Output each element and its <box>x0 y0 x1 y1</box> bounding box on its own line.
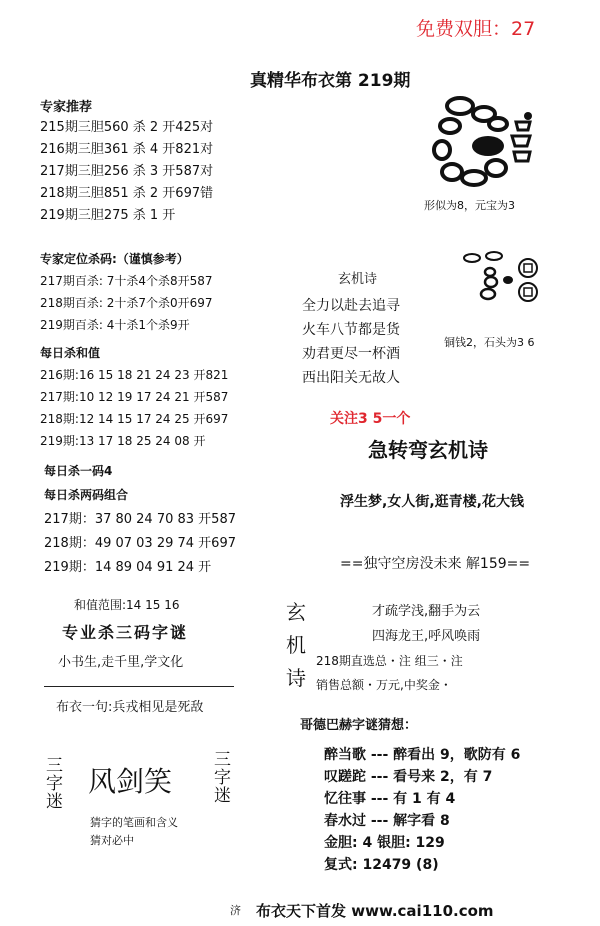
gedebahe-title: 哥德巴赫字谜猜想： <box>300 718 418 733</box>
guanzhu-note: 关注3 5一个 <box>330 411 411 427</box>
image-2-caption: 铜钱2，石头为3 6 <box>444 336 535 349</box>
list-item: 218期三胆851 杀 2 开697错 <box>40 186 214 201</box>
stone-ring-image <box>430 92 542 192</box>
shaliangma-list <box>44 508 236 580</box>
xuanjishi-line-2: 四海龙王,呼风唤雨 <box>372 629 481 644</box>
coins-stones-image <box>458 250 556 312</box>
list-item: 叹蹉跎 --- 看号来 2，有 7 <box>324 769 493 785</box>
xuanjishi-line-1: 才疏学浅,翻手为云 <box>372 604 481 619</box>
image-1-caption: 形似为8，元宝为3 <box>424 199 515 212</box>
list-item: 219期：14 89 04 91 24 开 <box>44 560 212 575</box>
poem-line: 西出阳关无故人 <box>302 370 400 386</box>
dushou-line: ==独守空房没未来 解159== <box>340 556 531 572</box>
divider <box>44 686 234 687</box>
list-item: 醉当歌 --- 醉看出 9，歌防有 6 <box>324 747 521 763</box>
sanzimi-note-1: 猜字的笔画和含义 <box>90 816 178 829</box>
list-item: 217期三胆256 杀 3 开587对 <box>40 164 214 179</box>
vertical-char: 玄 <box>286 600 306 624</box>
list-item: 春水过 --- 解字看 8 <box>324 813 450 829</box>
expert-list <box>40 117 213 227</box>
gedebahe-list <box>324 744 520 876</box>
shayima-heading: 每日杀一码4 <box>44 464 113 478</box>
poem-line: 全力以赴去追寻 <box>302 298 400 314</box>
list-item: 218期:12 14 15 17 24 25 开697 <box>40 412 229 426</box>
footer-mark: 济 <box>230 904 241 917</box>
list-item: 219期:13 17 18 25 24 08 开 <box>40 434 206 448</box>
list-item: 复式: 12479 (8) <box>324 857 439 873</box>
dingwei-list <box>40 270 213 336</box>
footer-site: 布衣天下首发 www.cai110.com <box>256 902 494 920</box>
dingwei-heading: 专家定位杀码:（谨慎参考） <box>40 252 189 266</box>
sanzimi-note-2: 猜对必中 <box>90 834 134 847</box>
sanzimi-left-label: 三字迷 <box>42 756 62 810</box>
buyi-line: 布衣一句:兵戎相见是死敌 <box>56 700 204 715</box>
list-item: 219期百杀: 4十杀1个杀9开 <box>40 318 190 332</box>
list-item: 216期:16 15 18 21 24 23 开821 <box>40 368 229 382</box>
list-item: 忆往事 --- 有 1 有 4 <box>324 791 456 807</box>
hezhi-heading: 每日杀和值 <box>40 346 101 360</box>
shaliangma-heading: 每日杀两码组合 <box>44 488 129 502</box>
xuanji-poem-lines <box>302 294 400 390</box>
zhuanye-title: 专业杀三码字谜 <box>62 623 189 642</box>
sanzimi-right-label: 三字迷 <box>210 750 230 804</box>
list-item: 217期：37 80 24 70 83 开587 <box>44 512 236 527</box>
list-item: 216期三胆361 杀 4 开821对 <box>40 142 214 157</box>
hezhi-list <box>40 364 228 452</box>
xuanji-poem-title: 玄机诗 <box>338 272 378 287</box>
poem-line: 火车八节都是货 <box>302 322 400 338</box>
xuanjishi-line-3: 218期直选总・注 组三・注 <box>316 654 463 668</box>
hezhi-range: 和值范围:14 15 16 <box>74 598 180 612</box>
vertical-char: 机 <box>286 633 306 657</box>
zhuanye-riddle: 小书生,走千里,学文化 <box>58 655 184 670</box>
free-double-badge: 免费双胆：27 <box>416 18 536 40</box>
xuanjishi-vertical <box>286 596 306 695</box>
page-title: 真精华布衣第 219期 <box>250 71 411 91</box>
xuanjishi-line-4: 销售总额・万元,中奖金・ <box>316 678 452 692</box>
list-item: 217期:10 12 19 17 24 21 开587 <box>40 390 229 404</box>
list-item: 217期百杀: 7十杀4个杀8开587 <box>40 274 213 288</box>
list-item: 215期三胆560 杀 2 开425对 <box>40 120 214 135</box>
poem-line: 劝君更尽一杯酒 <box>302 346 400 362</box>
list-item: 218期：49 07 03 29 74 开697 <box>44 536 236 551</box>
jizhuanwan-title: 急转弯玄机诗 <box>368 438 488 462</box>
jizhuanwan-line: 浮生梦,女人街,逛青楼,花大钱 <box>340 494 524 510</box>
list-item: 218期百杀: 2十杀7个杀0开697 <box>40 296 213 310</box>
sanzimi-word: 风剑笑 <box>88 765 173 798</box>
vertical-char: 诗 <box>286 666 306 690</box>
list-item: 219期三胆275 杀 1 开 <box>40 208 176 223</box>
expert-heading: 专家推荐 <box>40 100 93 115</box>
list-item: 金胆: 4 银胆: 129 <box>324 835 445 851</box>
